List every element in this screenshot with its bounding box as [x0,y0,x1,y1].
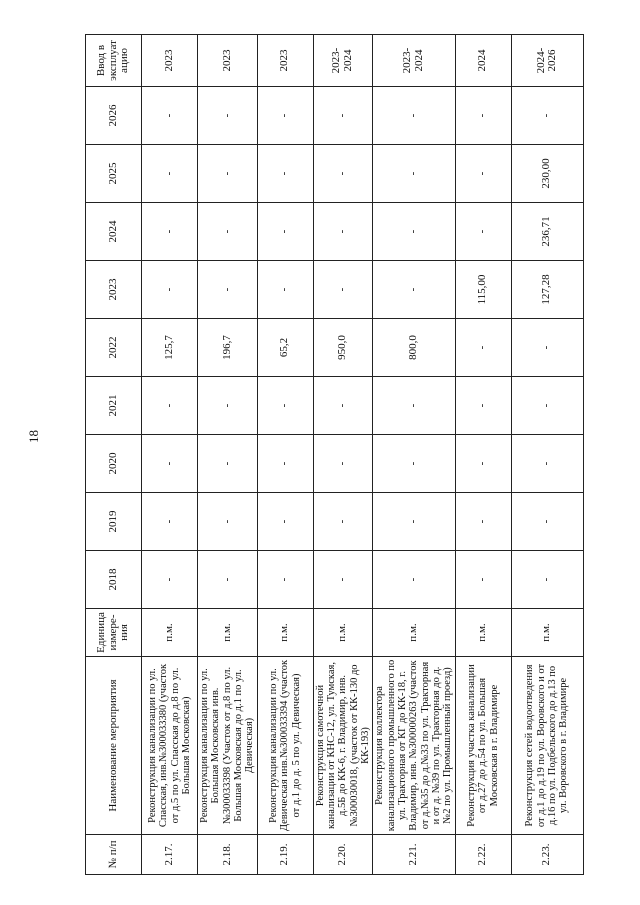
year-value-cell: - [511,435,583,493]
year-value-cell: - [511,551,583,609]
header-year: 2024 [86,203,142,261]
year-value-cell: - [511,87,583,145]
year-value-cell: - [257,261,313,319]
year-value-cell: - [313,87,373,145]
unit-cell: п.м. [455,609,511,657]
year-value-cell: - [198,377,258,435]
header-name: Наименование мероприятия [86,657,142,835]
measure-name: Реконструкция канализации по ул. Большая Московская инв.№300033398 (Участок от д.8 по ул. Большая Московская до д.1 по ул. Девическая) [198,657,258,835]
year-value-cell: - [257,203,313,261]
year-value-cell: - [373,493,455,551]
measures-table [85,34,584,875]
row-number: 2.19. [257,835,313,875]
year-value-cell: - [257,435,313,493]
year-value-cell: 115,00 [455,261,511,319]
commission-year-cell: 2023 [198,35,258,87]
year-value-cell: - [313,145,373,203]
year-value-cell: 800,0 [373,319,455,377]
year-value-cell: - [257,493,313,551]
measure-name: Реконструкция коллектора канализационного промышленного по ул. Тракторная от КГ до КК-18, г. Владимир, инв. №300000263 (участок от д.№35 до д.№33 по ул. Тракторная и от д. №39 по ул. Тракторная до д. №2 по ул. Промышленный проезд) [373,657,455,835]
commission-year-cell: 2024-2026 [511,35,583,87]
year-value-cell: 127,28 [511,261,583,319]
commission-year-cell: 2023-2024 [373,35,455,87]
year-value-cell: - [257,87,313,145]
year-value-cell: - [373,435,455,493]
table-row [313,35,373,875]
table-row [511,35,583,875]
unit-cell: п.м. [373,609,455,657]
measure-name: Реконструкция канализации по ул. Спасская, инв.№300033380 (участок от д.5 по ул. Спасская до д.8 по ул. Большая Московская) [142,657,198,835]
year-value-cell: - [142,145,198,203]
unit-cell: п.м. [257,609,313,657]
commission-year-cell: 2023 [142,35,198,87]
year-value-cell: - [257,551,313,609]
year-value-cell: - [373,145,455,203]
year-value-cell: - [142,261,198,319]
year-value-cell: - [455,493,511,551]
rotated-table-frame [85,35,570,875]
year-value-cell: - [455,203,511,261]
year-value-cell: - [455,377,511,435]
year-value-cell: - [198,203,258,261]
commission-year-cell: 2024 [455,35,511,87]
year-value-cell: - [455,319,511,377]
row-number: 2.18. [198,835,258,875]
unit-cell: п.м. [511,609,583,657]
year-value-cell: 236,71 [511,203,583,261]
header-year: 2026 [86,87,142,145]
table-body [142,35,584,875]
measure-name: Реконструкция участка канализации от д.27 до д.54 по ул. Большая Московская в г. Владимире [455,657,511,835]
unit-cell: п.м. [142,609,198,657]
header-year: 2020 [86,435,142,493]
year-value-cell: - [142,435,198,493]
year-value-cell: 230,00 [511,145,583,203]
year-value-cell: - [198,551,258,609]
header-year: 2023 [86,261,142,319]
row-number: 2.21. [373,835,455,875]
year-value-cell: - [455,87,511,145]
year-value-cell: - [511,319,583,377]
year-value-cell: 196,7 [198,319,258,377]
header-year: 2018 [86,551,142,609]
year-value-cell: - [142,493,198,551]
year-value-cell: - [198,145,258,203]
year-value-cell: - [373,261,455,319]
row-number: 2.20. [313,835,373,875]
year-value-cell: 125,7 [142,319,198,377]
header-commission: Ввод в эксплуат ацию [86,35,142,87]
year-value-cell: - [373,377,455,435]
year-value-cell: - [142,203,198,261]
header-year: 2022 [86,319,142,377]
year-value-cell: - [142,87,198,145]
year-value-cell: - [313,493,373,551]
year-value-cell: - [455,435,511,493]
year-value-cell: - [511,493,583,551]
year-value-cell: - [257,377,313,435]
measure-name: Реконструкция сетей водоотведения от д.1 до д.19 по ул. Воровского и от д.16 по ул. Подбельского до д.13 по ул. Воровского в г. Владимире [511,657,583,835]
year-value-cell: - [313,261,373,319]
year-value-cell: - [198,87,258,145]
year-value-cell: - [313,377,373,435]
year-value-cell: - [455,551,511,609]
commission-year-cell: 2023-2024 [313,35,373,87]
unit-cell: п.м. [313,609,373,657]
table-row [373,35,455,875]
year-value-cell: - [313,551,373,609]
year-value-cell: - [313,203,373,261]
measure-name: Реконструкция самотечной канализации от КНС-12, ул. Тумская, д.5Б до КК-6, г. Владимир, инв. №300030018, (участок от КК-130 до КК-193) [313,657,373,835]
year-value-cell: 65,2 [257,319,313,377]
year-value-cell: - [313,435,373,493]
table-row [455,35,511,875]
year-value-cell: - [142,551,198,609]
header-year: 2025 [86,145,142,203]
table-row [198,35,258,875]
year-value-cell: - [373,551,455,609]
row-number: 2.22. [455,835,511,875]
row-number: 2.17. [142,835,198,875]
year-value-cell: - [198,261,258,319]
table-row [142,35,198,875]
year-value-cell: - [511,377,583,435]
year-value-cell: - [373,203,455,261]
header-no: № п/п [86,835,142,875]
year-value-cell: - [373,87,455,145]
commission-year-cell: 2023 [257,35,313,87]
year-value-cell: - [455,145,511,203]
measure-name: Реконструкция канализации по ул. Девическая инв.№300033394 (участок от д.1 до д. 5 по ул. Девическая) [257,657,313,835]
year-value-cell: - [142,377,198,435]
unit-cell: п.м. [198,609,258,657]
year-value-cell: 950,0 [313,319,373,377]
year-value-cell: - [257,145,313,203]
header-year: 2019 [86,493,142,551]
header-row [86,35,142,875]
header-year: 2021 [86,377,142,435]
header-unit: Единица измере-ния [86,609,142,657]
table-row [257,35,313,875]
row-number: 2.23. [511,835,583,875]
page-number: 18 [26,430,41,443]
year-value-cell: - [198,493,258,551]
year-value-cell: - [198,435,258,493]
